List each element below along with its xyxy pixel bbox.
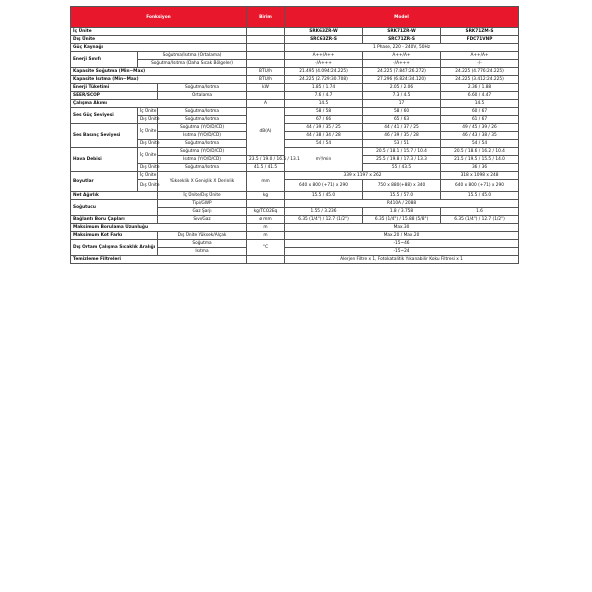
table-cell: İç Ünite — [138, 124, 158, 140]
table-cell: Isıtma (Y/O/D/CD) — [158, 132, 247, 140]
table-cell: Soğutma/Isıtma — [158, 140, 247, 148]
table-cell: dB(A) — [247, 108, 285, 156]
table-cell: A — [247, 100, 285, 108]
table-cell: Dış Ünite Yüksek/Alçak — [158, 232, 247, 240]
table-cell: -/A+++ — [285, 60, 363, 68]
table-cell: ø mm — [247, 216, 285, 224]
table-row — [71, 116, 519, 124]
table-cell: SRK71ZM-S — [441, 28, 519, 36]
table-cell: Dış Ortam Çalışma Sıcaklık Aralığı — [71, 240, 158, 256]
table-row — [71, 192, 519, 200]
header-birim: Birim — [247, 7, 285, 28]
table-cell: 49 / 45 / 39 / 26 — [441, 124, 519, 132]
table-cell: 6.35 (1/4") / 12.7 (1/2") — [441, 216, 519, 224]
table-row — [71, 200, 519, 208]
table-cell: °C — [247, 240, 285, 256]
table-cell: 20.5 / 18.6 / 16.2 / 10.4 — [441, 148, 519, 156]
table-row — [71, 76, 519, 84]
table-cell: İç Ünite/Dış Ünite — [158, 192, 247, 200]
table-cell: Temizleme Filtreleri — [71, 256, 247, 264]
table-cell: İç Ünite — [138, 172, 158, 180]
table-cell: 2.05 / 2.06 — [363, 84, 441, 92]
table-cell: 1 Phase, 220 - 240V, 50Hz — [285, 44, 519, 52]
table-cell: 46 / 43 / 38 / 35 — [441, 132, 519, 140]
table-cell: Soğutma (Y/O/D/CD) — [158, 124, 247, 132]
table-cell: Boyutlar — [71, 172, 138, 192]
table-cell: 23.5 / 19.0 / 16.5 / 13.1 — [247, 156, 285, 164]
table-cell: 7.3 / 4.5 — [363, 92, 441, 100]
table-cell: Dış Ünite — [71, 36, 247, 44]
table-cell: SRC71ZR-S — [363, 36, 441, 44]
table-cell: Soğutma/Isıtma — [158, 116, 247, 124]
table-cell: 2.36 / 1.88 — [441, 84, 519, 92]
table-cell: Soğutma (Y/O/D/CD) — [158, 148, 247, 156]
table-cell: BTU/h — [247, 76, 285, 84]
table-cell: Soğutma/Isıtma (Daha Sıcak Bölgeler) — [138, 60, 247, 68]
header-model: Model — [285, 7, 519, 28]
header-fonksiyon: Fonksiyon — [71, 7, 247, 28]
table-cell: Isıtma (Y/O/D/CD) — [158, 156, 247, 164]
table-cell: Maksimum Borulama Uzunluğu — [71, 224, 247, 232]
table-cell: Soğutma/Isıtma — [158, 108, 247, 116]
table-cell: Soğutma/Isıtma — [158, 84, 247, 92]
table-header — [71, 7, 519, 28]
table-cell: -/A+++ — [363, 60, 441, 68]
table-cell: 6.35 (1/4") / 12.7 (1/2") — [285, 216, 363, 224]
table-cell: kg/TCO2Eq — [247, 208, 285, 216]
table-cell: A++/A+ — [441, 52, 519, 60]
table-cell: 640 x 800 (+71) x 290 — [441, 180, 519, 192]
table-cell: Ses Basınç Seviyesi — [71, 124, 138, 148]
table-cell: SRK71ZR-W — [363, 28, 441, 36]
table-cell: 15.5 / 45.0 — [285, 192, 363, 200]
table-cell: 1.85 / 1.74 — [285, 84, 363, 92]
table-cell: 44 / 38 / 34 / 28 — [285, 132, 363, 140]
table-cell: 17 — [363, 100, 441, 108]
table-cell: 15.5 / 57.0 — [363, 192, 441, 200]
table-cell: 46 / 39 / 35 / 28 — [363, 132, 441, 140]
table-cell: 67 / 66 — [285, 116, 363, 124]
table-cell: kW — [247, 84, 285, 92]
table-cell: 20.5 / 18.1 / 15.7 / 10.4 — [363, 148, 441, 156]
table-cell: Maksimum Kot Farkı — [71, 232, 158, 240]
table-cell: Ortalama — [158, 92, 247, 100]
table-row — [71, 224, 519, 232]
table-cell: 24.225 (4.776:24.225) — [441, 68, 519, 76]
table-row — [71, 28, 519, 36]
table-cell: 14.5 — [285, 100, 363, 108]
table-cell: 44 / 41 / 37 / 25 — [363, 124, 441, 132]
table-cell: 58 / 60 — [363, 108, 441, 116]
table-cell: İç Ünite — [138, 148, 158, 164]
table-cell: m — [247, 224, 285, 232]
table-row — [71, 172, 519, 180]
table-cell: Soğutma/Isıtma — [158, 164, 247, 172]
table-cell: 24.225 (7.847:26.272) — [363, 68, 441, 76]
table-row — [71, 52, 519, 60]
table-cell: Çalışma Akımı — [71, 100, 247, 108]
table-cell: mm — [247, 172, 285, 192]
table-cell: 339 x 1197 x 262 — [285, 172, 441, 180]
table-row — [71, 92, 519, 100]
table-cell: Kapasite Soğutma (Min~Max) — [71, 68, 247, 76]
table-cell: 44 / 39 / 35 / 25 — [285, 124, 363, 132]
table-cell: 36 / 36 — [441, 164, 519, 172]
table-cell: Dış Ünite — [138, 116, 158, 124]
table-cell: 7.6 / 4.7 — [285, 92, 363, 100]
table-cell: 54 / 54 — [285, 140, 363, 148]
table-cell: 55 / 43.5 — [363, 164, 441, 172]
table-cell: R410A / 2088 — [285, 200, 519, 208]
table-cell: Sıvı/Gaz — [158, 216, 247, 224]
table-cell: Tipi/GWP — [158, 200, 247, 208]
table-cell: -15~24 — [285, 248, 519, 256]
table-cell: 27.296 (6.824:34.120) — [363, 76, 441, 84]
table-cell: 58 / 58 — [285, 108, 363, 116]
table-cell: Dış Ünite — [138, 140, 158, 148]
table-cell: Gaz Şarjı — [158, 208, 247, 216]
table-cell: SEER/SCOP — [71, 92, 158, 100]
table-cell: 61 / 67 — [441, 116, 519, 124]
table-cell: kg — [247, 192, 285, 200]
table-row — [71, 148, 519, 156]
table-row — [71, 84, 519, 92]
table-cell: Soğutma — [158, 240, 247, 248]
table-cell: Dış Ünite — [138, 180, 158, 192]
table-cell: Alerjen Filtre x 1, Fotokatalitik Yıkanabilir Koku Filtresi x 1 — [285, 256, 519, 264]
table-cell: 15.5 / 45.0 — [441, 192, 519, 200]
table-row — [71, 100, 519, 108]
table-cell: 6.60 / 4.47 — [441, 92, 519, 100]
table-row — [71, 124, 519, 132]
table-cell: 54 / 54 — [441, 140, 519, 148]
table-cell: 24.225 (3.412:24.225) — [441, 76, 519, 84]
table-cell: 1.8 / 3.758 — [363, 208, 441, 216]
table-row — [71, 232, 519, 240]
table-row — [71, 216, 519, 224]
table-cell: İç Ünite — [71, 28, 247, 36]
table-cell: Dış Ünite — [138, 164, 158, 172]
table-cell: m³/min — [285, 148, 363, 172]
table-row — [71, 108, 519, 116]
table-cell: 640 x 800 (+71) x 290 — [285, 180, 363, 192]
table-cell: 21.5 / 19.5 / 15.5 / 14.0 — [441, 156, 519, 164]
table-cell: 318 x 1098 x 248 — [441, 172, 519, 180]
spec-table — [70, 6, 519, 264]
table-cell: FDC71VNP — [441, 36, 519, 44]
table-cell: 1.6 — [441, 208, 519, 216]
table-cell: Max.30 — [285, 224, 519, 232]
spec-sheet — [70, 6, 518, 264]
table-cell: SRK63ZR-W — [285, 28, 363, 36]
table-row — [71, 256, 519, 264]
table-cell: Soğutma/Isıtma (Ortalama) — [138, 52, 247, 60]
table-row — [71, 68, 519, 76]
table-cell: 14.5 — [441, 100, 519, 108]
table-cell: SRC63ZR-S — [285, 36, 363, 44]
table-cell: Ses Güç Seviyesi — [71, 108, 138, 124]
table-cell: 65 / 63 — [363, 116, 441, 124]
table-cell: Isıtma — [158, 248, 247, 256]
table-cell: -15~46 — [285, 240, 519, 248]
table-cell: -/- — [441, 60, 519, 68]
table-cell: Max.20 / Max.20 — [285, 232, 519, 240]
table-cell: Yükseklik X Genişlik X Derinlik — [158, 172, 247, 192]
table-cell: Kapasite Isıtma (Min~Max) — [71, 76, 247, 84]
table-cell: A++/A++ — [285, 52, 363, 60]
table-cell: Bağlantı Boru Çapları — [71, 216, 158, 224]
table-cell: Güç Kaynağı — [71, 44, 247, 52]
table-row — [71, 36, 519, 44]
table-cell: m — [247, 232, 285, 240]
table-cell: Soğutucu — [71, 200, 158, 216]
table-cell: 24.225 (2.729:30.708) — [285, 76, 363, 84]
table-cell: A++/A+ — [363, 52, 441, 60]
table-cell: Enerji Tüketimi — [71, 84, 158, 92]
table-cell: Hava Debisi — [71, 148, 138, 172]
table-cell: 1.55 / 3.236 — [285, 208, 363, 216]
table-cell: 41.5 / 41.5 — [247, 164, 285, 172]
table-cell: Net Ağırlık — [71, 192, 158, 200]
table-row — [71, 60, 519, 68]
table-cell: 53 / 51 — [363, 140, 441, 148]
table-cell: Enerji Sınıfı — [71, 52, 138, 68]
table-cell: BTU/h — [247, 68, 285, 76]
table-cell: 750 x 880(+88) x 340 — [363, 180, 441, 192]
table-row — [71, 140, 519, 148]
table-cell: 25.5 / 19.8 / 17.3 / 13.3 — [363, 156, 441, 164]
table-cell: 6.35 (1/4") / 15.88 (5/8") — [363, 216, 441, 224]
table-cell: 60 / 67 — [441, 108, 519, 116]
table-row — [71, 240, 519, 248]
table-cell: 21.495 (4.094:24.225) — [285, 68, 363, 76]
table-row — [71, 44, 519, 52]
table-row — [71, 180, 519, 192]
table-cell: İç Ünite — [138, 108, 158, 116]
